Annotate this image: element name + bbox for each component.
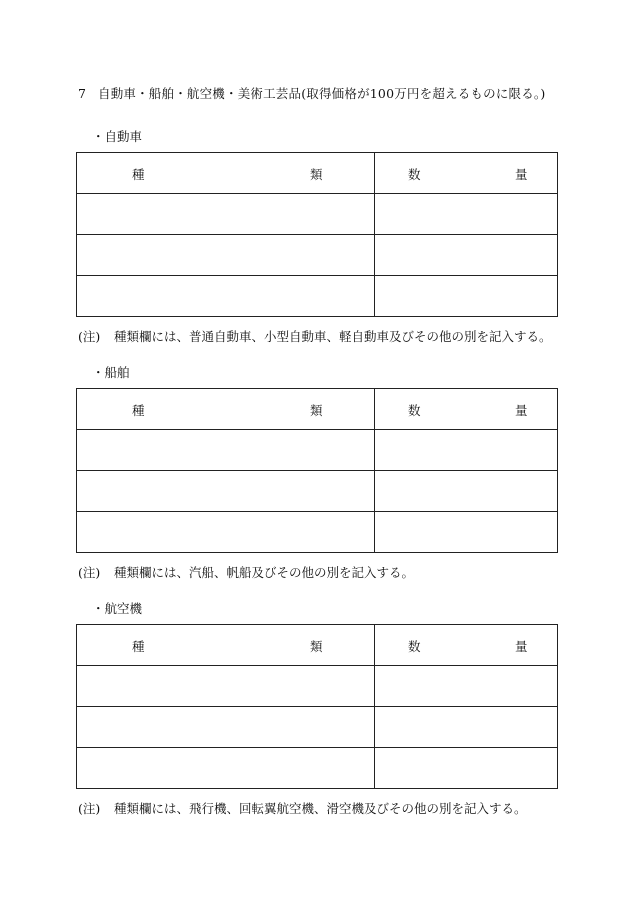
kind-cell[interactable] bbox=[77, 430, 375, 471]
kind-cell[interactable] bbox=[77, 666, 375, 707]
quantity-cell[interactable] bbox=[375, 276, 558, 317]
quantity-cell[interactable] bbox=[375, 707, 558, 748]
kind-header-right: 類 bbox=[310, 167, 323, 182]
quantity-cell[interactable] bbox=[375, 194, 558, 235]
quantity-cell[interactable] bbox=[375, 748, 558, 789]
table-row bbox=[77, 235, 558, 276]
quantity-header-right: 量 bbox=[515, 639, 528, 654]
note-text: 種類欄には、飛行機、回転翼航空機、滑空機及びその他の別を記入する。 bbox=[114, 801, 527, 816]
note-tag: (注) bbox=[78, 565, 101, 580]
quantity-header-left: 数 bbox=[408, 403, 421, 418]
kind-cell[interactable] bbox=[77, 194, 375, 235]
table-row bbox=[77, 748, 558, 789]
note-text: 種類欄には、汽船、帆船及びその他の別を記入する。 bbox=[114, 565, 415, 580]
quantity-header-right: 量 bbox=[515, 403, 528, 418]
table-header-row bbox=[77, 153, 558, 194]
quantity-header-left: 数 bbox=[408, 639, 421, 654]
kind-header-left: 種 bbox=[132, 639, 145, 654]
note-tag: (注) bbox=[78, 801, 101, 816]
kind-cell[interactable] bbox=[77, 748, 375, 789]
table-header-row bbox=[77, 625, 558, 666]
kind-header-left: 種 bbox=[132, 167, 145, 182]
heading-ship: ・船舶 bbox=[92, 365, 130, 380]
table-row bbox=[77, 276, 558, 317]
quantity-header-cell bbox=[375, 389, 558, 430]
kind-header-cell bbox=[77, 389, 375, 430]
table-row bbox=[77, 430, 558, 471]
section-title bbox=[78, 84, 545, 102]
table-row bbox=[77, 471, 558, 512]
kind-cell[interactable] bbox=[77, 471, 375, 512]
kind-header-right: 類 bbox=[310, 639, 323, 654]
table-row bbox=[77, 194, 558, 235]
ship-table bbox=[76, 388, 558, 553]
quantity-cell[interactable] bbox=[375, 471, 558, 512]
table-row bbox=[77, 707, 558, 748]
kind-cell[interactable] bbox=[77, 512, 375, 553]
note-text: 種類欄には、普通自動車、小型自動車、軽自動車及びその他の別を記入する。 bbox=[114, 329, 552, 344]
automobile-table bbox=[76, 152, 558, 317]
quantity-cell[interactable] bbox=[375, 666, 558, 707]
note-automobile bbox=[78, 327, 552, 345]
quantity-cell[interactable] bbox=[375, 430, 558, 471]
note-aircraft bbox=[78, 799, 527, 817]
quantity-cell[interactable] bbox=[375, 512, 558, 553]
kind-header-cell bbox=[77, 625, 375, 666]
table-row bbox=[77, 512, 558, 553]
kind-header-cell bbox=[77, 153, 375, 194]
quantity-header-cell bbox=[375, 153, 558, 194]
kind-header-left: 種 bbox=[132, 403, 145, 418]
table-header-row bbox=[77, 389, 558, 430]
quantity-header-left: 数 bbox=[408, 167, 421, 182]
quantity-cell[interactable] bbox=[375, 235, 558, 276]
aircraft-table bbox=[76, 624, 558, 789]
kind-cell[interactable] bbox=[77, 235, 375, 276]
kind-cell[interactable] bbox=[77, 276, 375, 317]
table-row bbox=[77, 666, 558, 707]
heading-aircraft: ・航空機 bbox=[92, 601, 143, 616]
section-number: 7 bbox=[78, 86, 87, 101]
note-tag: (注) bbox=[78, 329, 101, 344]
note-ship bbox=[78, 563, 414, 581]
quantity-header-right: 量 bbox=[515, 167, 528, 182]
kind-header-right: 類 bbox=[310, 403, 323, 418]
quantity-header-cell bbox=[375, 625, 558, 666]
heading-automobile: ・自動車 bbox=[92, 129, 143, 144]
section-title-text: 自動車・船舶・航空機・美術工芸品(取得価格が100万円を超えるものに限る。) bbox=[98, 86, 546, 101]
kind-cell[interactable] bbox=[77, 707, 375, 748]
